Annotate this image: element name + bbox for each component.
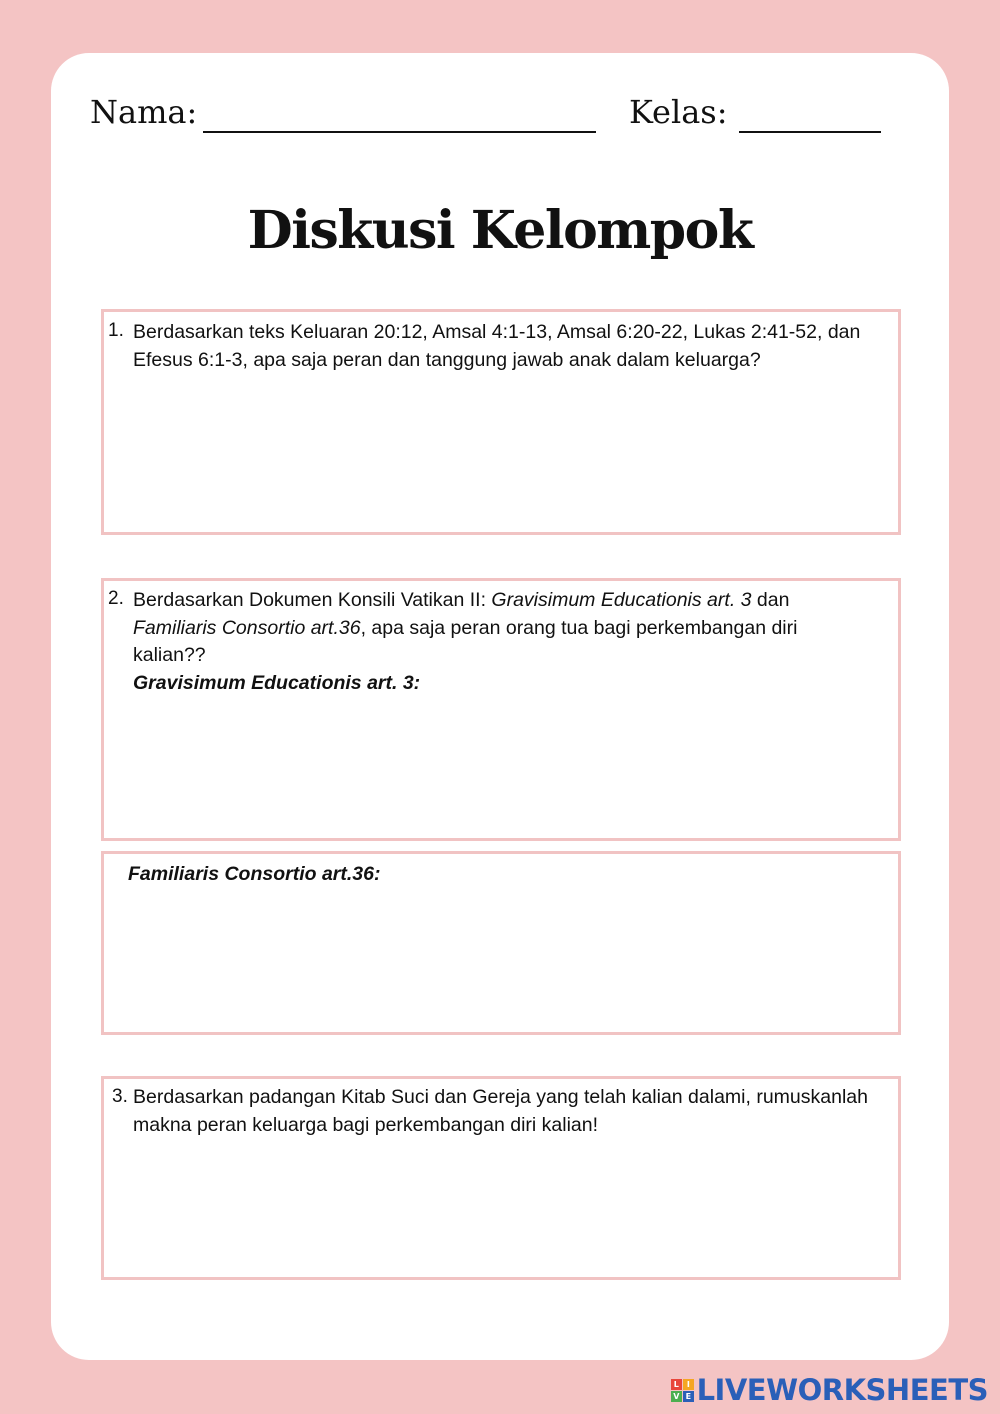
name-input-line[interactable]: [203, 131, 596, 133]
question-2-part2: dan: [751, 589, 790, 611]
question-2-text: [133, 587, 853, 670]
logo-letter-i: I: [683, 1379, 694, 1390]
question-3-text: Berdasarkan padangan Kitab Suci dan Gereja yang telah kalian dalami, rumuskanlah makna peran keluarga bagi perkembangan diri kalian!: [133, 1086, 868, 1136]
logo-letter-e: E: [683, 1391, 694, 1402]
logo-letter-v: V: [671, 1391, 682, 1402]
question-number-2: 2.: [108, 588, 124, 609]
logo-letter-l: L: [671, 1379, 682, 1390]
liveworksheets-logo-icon: [671, 1379, 694, 1402]
page-title: Diskusi Kelompok: [247, 200, 753, 261]
class-label: Kelas:: [629, 93, 728, 131]
question-2-part3: , apa saja peran orang tua bagi perkembangan diri kalian??: [133, 616, 798, 666]
question-number-1: 1.: [108, 320, 124, 341]
question-2-part1: Berdasarkan Dokumen Konsili Vatikan II:: [133, 589, 492, 611]
liveworksheets-brand-text: LIVEWORKSHEETS: [696, 1373, 988, 1407]
name-label: Nama:: [90, 93, 198, 131]
question-number-3: 3.: [112, 1086, 128, 1107]
class-input-line[interactable]: [739, 131, 881, 133]
liveworksheets-logo[interactable]: [671, 1373, 988, 1407]
question-2-ref2: Familiaris Consortio art.36: [133, 616, 361, 639]
question-2-subheading-2: Familiaris Consortio art.36:: [128, 863, 381, 885]
question-1-text: Berdasarkan teks Keluaran 20:12, Amsal 4:1-13, Amsal 6:20-22, Lukas 2:41-52, dan Efesus 6:1-3, apa saja peran dan tanggung jawab anak dalam keluarga?: [133, 321, 861, 371]
question-2-ref1: Gravisimum Educationis art. 3: [491, 589, 752, 611]
question-2-subheading-1: Gravisimum Educationis art. 3:: [133, 672, 421, 694]
